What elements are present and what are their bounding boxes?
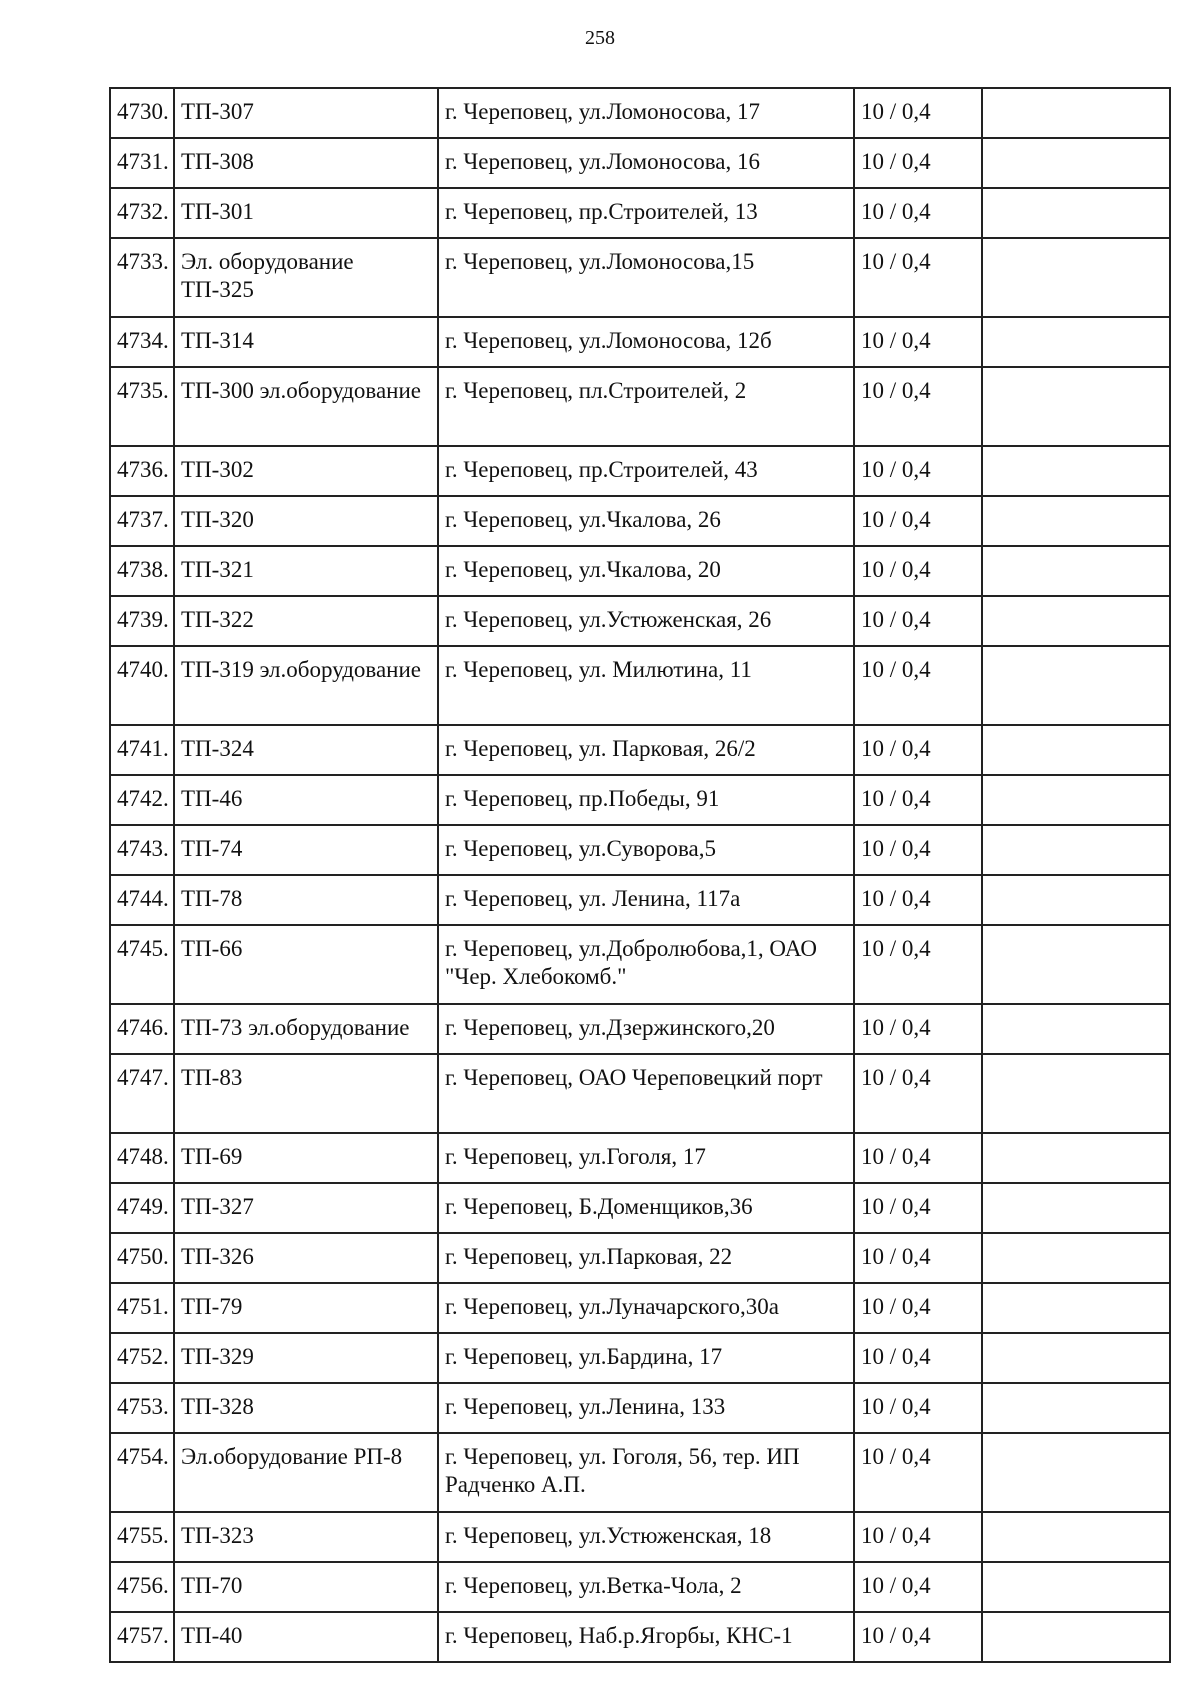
row-number-cell: 4746.: [110, 1004, 174, 1054]
equipment-name-cell: ТП-69: [174, 1133, 438, 1183]
equipment-name-cell: Эл. оборудование ТП-325: [174, 238, 438, 317]
row-number-cell: 4731.: [110, 138, 174, 188]
equipment-name-cell: ТП-83: [174, 1054, 438, 1133]
table-row: [110, 1383, 1170, 1433]
row-number-cell: 4742.: [110, 775, 174, 825]
table-row: [110, 546, 1170, 596]
equipment-name-cell: ТП-308: [174, 138, 438, 188]
voltage-cell: 10 / 0,4: [854, 1004, 982, 1054]
notes-cell: [982, 1433, 1170, 1512]
table-row: [110, 188, 1170, 238]
table-row: [110, 1283, 1170, 1333]
address-cell: г. Череповец, ул.Устюженская, 18: [438, 1512, 854, 1562]
table-row: [110, 1054, 1170, 1133]
row-number-cell: 4748.: [110, 1133, 174, 1183]
table-row: [110, 317, 1170, 367]
table-row: [110, 646, 1170, 725]
row-number-cell: 4736.: [110, 446, 174, 496]
row-number-cell: 4750.: [110, 1233, 174, 1283]
voltage-cell: 10 / 0,4: [854, 646, 982, 725]
table-row: [110, 88, 1170, 138]
notes-cell: [982, 596, 1170, 646]
voltage-cell: 10 / 0,4: [854, 775, 982, 825]
notes-cell: [982, 138, 1170, 188]
voltage-cell: 10 / 0,4: [854, 188, 982, 238]
equipment-name-cell: ТП-74: [174, 825, 438, 875]
equipment-name-cell: ТП-302: [174, 446, 438, 496]
row-number-cell: 4751.: [110, 1283, 174, 1333]
address-cell: г. Череповец, ул.Суворова,5: [438, 825, 854, 875]
voltage-cell: 10 / 0,4: [854, 88, 982, 138]
notes-cell: [982, 238, 1170, 317]
voltage-cell: 10 / 0,4: [854, 367, 982, 446]
address-cell: г. Череповец, ул.Ветка-Чола, 2: [438, 1562, 854, 1612]
table-row: [110, 238, 1170, 317]
notes-cell: [982, 367, 1170, 446]
row-number-cell: 4735.: [110, 367, 174, 446]
table-row: [110, 875, 1170, 925]
table-row: [110, 138, 1170, 188]
address-cell: г. Череповец, ул.Ленина, 133: [438, 1383, 854, 1433]
table-row: [110, 1183, 1170, 1233]
row-number-cell: 4749.: [110, 1183, 174, 1233]
notes-cell: [982, 1333, 1170, 1383]
voltage-cell: 10 / 0,4: [854, 1562, 982, 1612]
row-number-cell: 4740.: [110, 646, 174, 725]
row-number-cell: 4741.: [110, 725, 174, 775]
row-number-cell: 4755.: [110, 1512, 174, 1562]
address-cell: г. Череповец, ул.Луначарского,30а: [438, 1283, 854, 1333]
table-row: [110, 775, 1170, 825]
equipment-name-cell: ТП-300 эл.оборудование: [174, 367, 438, 446]
notes-cell: [982, 725, 1170, 775]
notes-cell: [982, 1512, 1170, 1562]
address-cell: г. Череповец, ул.Гоголя, 17: [438, 1133, 854, 1183]
row-number-cell: 4757.: [110, 1612, 174, 1662]
voltage-cell: 10 / 0,4: [854, 1333, 982, 1383]
voltage-cell: 10 / 0,4: [854, 1383, 982, 1433]
table-row: [110, 1433, 1170, 1512]
notes-cell: [982, 1562, 1170, 1612]
address-cell: г. Череповец, ул. Гоголя, 56, тер. ИП Радченко А.П.: [438, 1433, 854, 1512]
voltage-cell: 10 / 0,4: [854, 725, 982, 775]
voltage-cell: 10 / 0,4: [854, 446, 982, 496]
row-number-cell: 4733.: [110, 238, 174, 317]
table-row: [110, 596, 1170, 646]
notes-cell: [982, 88, 1170, 138]
table-row: [110, 367, 1170, 446]
address-cell: г. Череповец, пр.Победы, 91: [438, 775, 854, 825]
row-number-cell: 4756.: [110, 1562, 174, 1612]
notes-cell: [982, 1383, 1170, 1433]
address-cell: г. Череповец, ул.Чкалова, 20: [438, 546, 854, 596]
address-cell: г. Череповец, ул.Ломоносова, 12б: [438, 317, 854, 367]
equipment-name-cell: ТП-40: [174, 1612, 438, 1662]
address-cell: г. Череповец, ул.Устюженская, 26: [438, 596, 854, 646]
equipment-name-cell: ТП-319 эл.оборудование: [174, 646, 438, 725]
equipment-name-cell: ТП-314: [174, 317, 438, 367]
table-row: [110, 725, 1170, 775]
address-cell: г. Череповец, ул. Милютина, 11: [438, 646, 854, 725]
table-row: [110, 496, 1170, 546]
address-cell: г. Череповец, пл.Строителей, 2: [438, 367, 854, 446]
table-body: [110, 88, 1170, 1662]
voltage-cell: 10 / 0,4: [854, 1183, 982, 1233]
equipment-name-cell: ТП-301: [174, 188, 438, 238]
row-number-cell: 4734.: [110, 317, 174, 367]
table-row: [110, 1562, 1170, 1612]
row-number-cell: 4753.: [110, 1383, 174, 1433]
equipment-name-cell: ТП-321: [174, 546, 438, 596]
voltage-cell: 10 / 0,4: [854, 1133, 982, 1183]
address-cell: г. Череповец, ул.Ломоносова, 16: [438, 138, 854, 188]
notes-cell: [982, 317, 1170, 367]
row-number-cell: 4738.: [110, 546, 174, 596]
notes-cell: [982, 775, 1170, 825]
notes-cell: [982, 446, 1170, 496]
row-number-cell: 4737.: [110, 496, 174, 546]
equipment-name-cell: ТП-323: [174, 1512, 438, 1562]
table-row: [110, 1133, 1170, 1183]
address-cell: г. Череповец, Наб.р.Ягорбы, КНС-1: [438, 1612, 854, 1662]
table-row: [110, 1333, 1170, 1383]
notes-cell: [982, 1054, 1170, 1133]
equipment-name-cell: Эл.оборудование РП-8: [174, 1433, 438, 1512]
address-cell: г. Череповец, ул. Ленина, 117а: [438, 875, 854, 925]
voltage-cell: 10 / 0,4: [854, 1283, 982, 1333]
equipment-table: [109, 87, 1171, 1663]
address-cell: г. Череповец, ул.Дзержинского,20: [438, 1004, 854, 1054]
table-row: [110, 925, 1170, 1004]
address-cell: г. Череповец, ул.Добролюбова,1, ОАО "Чер. Хлебокомб.": [438, 925, 854, 1004]
equipment-name-cell: ТП-329: [174, 1333, 438, 1383]
notes-cell: [982, 646, 1170, 725]
notes-cell: [982, 1133, 1170, 1183]
address-cell: г. Череповец, ул.Бардина, 17: [438, 1333, 854, 1383]
notes-cell: [982, 1233, 1170, 1283]
row-number-cell: 4730.: [110, 88, 174, 138]
equipment-name-cell: ТП-324: [174, 725, 438, 775]
notes-cell: [982, 188, 1170, 238]
row-number-cell: 4747.: [110, 1054, 174, 1133]
notes-cell: [982, 546, 1170, 596]
row-number-cell: 4743.: [110, 825, 174, 875]
address-cell: г. Череповец, ул. Парковая, 26/2: [438, 725, 854, 775]
notes-cell: [982, 1183, 1170, 1233]
voltage-cell: 10 / 0,4: [854, 317, 982, 367]
address-cell: г. Череповец, ул.Парковая, 22: [438, 1233, 854, 1283]
notes-cell: [982, 875, 1170, 925]
equipment-name-cell: ТП-73 эл.оборудование: [174, 1004, 438, 1054]
row-number-cell: 4752.: [110, 1333, 174, 1383]
equipment-name-cell: ТП-328: [174, 1383, 438, 1433]
voltage-cell: 10 / 0,4: [854, 825, 982, 875]
voltage-cell: 10 / 0,4: [854, 496, 982, 546]
address-cell: г. Череповец, ул.Ломоносова,15: [438, 238, 854, 317]
voltage-cell: 10 / 0,4: [854, 1512, 982, 1562]
equipment-name-cell: ТП-70: [174, 1562, 438, 1612]
notes-cell: [982, 1004, 1170, 1054]
notes-cell: [982, 925, 1170, 1004]
table-row: [110, 1512, 1170, 1562]
row-number-cell: 4745.: [110, 925, 174, 1004]
notes-cell: [982, 1283, 1170, 1333]
table-row: [110, 825, 1170, 875]
equipment-name-cell: ТП-66: [174, 925, 438, 1004]
equipment-name-cell: ТП-326: [174, 1233, 438, 1283]
table-row: [110, 1233, 1170, 1283]
voltage-cell: 10 / 0,4: [854, 1433, 982, 1512]
notes-cell: [982, 496, 1170, 546]
address-cell: г. Череповец, ул.Чкалова, 26: [438, 496, 854, 546]
address-cell: г. Череповец, пр.Строителей, 43: [438, 446, 854, 496]
address-cell: г. Череповец, Б.Доменщиков,36: [438, 1183, 854, 1233]
equipment-name-cell: ТП-322: [174, 596, 438, 646]
table-row: [110, 1612, 1170, 1662]
row-number-cell: 4739.: [110, 596, 174, 646]
row-number-cell: 4754.: [110, 1433, 174, 1512]
notes-cell: [982, 825, 1170, 875]
notes-cell: [982, 1612, 1170, 1662]
voltage-cell: 10 / 0,4: [854, 596, 982, 646]
equipment-name-cell: ТП-327: [174, 1183, 438, 1233]
address-cell: г. Череповец, ул.Ломоносова, 17: [438, 88, 854, 138]
equipment-name-cell: ТП-307: [174, 88, 438, 138]
table-row: [110, 446, 1170, 496]
voltage-cell: 10 / 0,4: [854, 875, 982, 925]
voltage-cell: 10 / 0,4: [854, 238, 982, 317]
address-cell: г. Череповец, пр.Строителей, 13: [438, 188, 854, 238]
voltage-cell: 10 / 0,4: [854, 1054, 982, 1133]
equipment-name-cell: ТП-78: [174, 875, 438, 925]
voltage-cell: 10 / 0,4: [854, 1612, 982, 1662]
table-row: [110, 1004, 1170, 1054]
voltage-cell: 10 / 0,4: [854, 546, 982, 596]
voltage-cell: 10 / 0,4: [854, 1233, 982, 1283]
equipment-name-cell: ТП-79: [174, 1283, 438, 1333]
equipment-name-cell: ТП-46: [174, 775, 438, 825]
row-number-cell: 4744.: [110, 875, 174, 925]
page-number: 258: [585, 27, 615, 49]
voltage-cell: 10 / 0,4: [854, 925, 982, 1004]
address-cell: г. Череповец, ОАО Череповецкий порт: [438, 1054, 854, 1133]
row-number-cell: 4732.: [110, 188, 174, 238]
voltage-cell: 10 / 0,4: [854, 138, 982, 188]
equipment-name-cell: ТП-320: [174, 496, 438, 546]
